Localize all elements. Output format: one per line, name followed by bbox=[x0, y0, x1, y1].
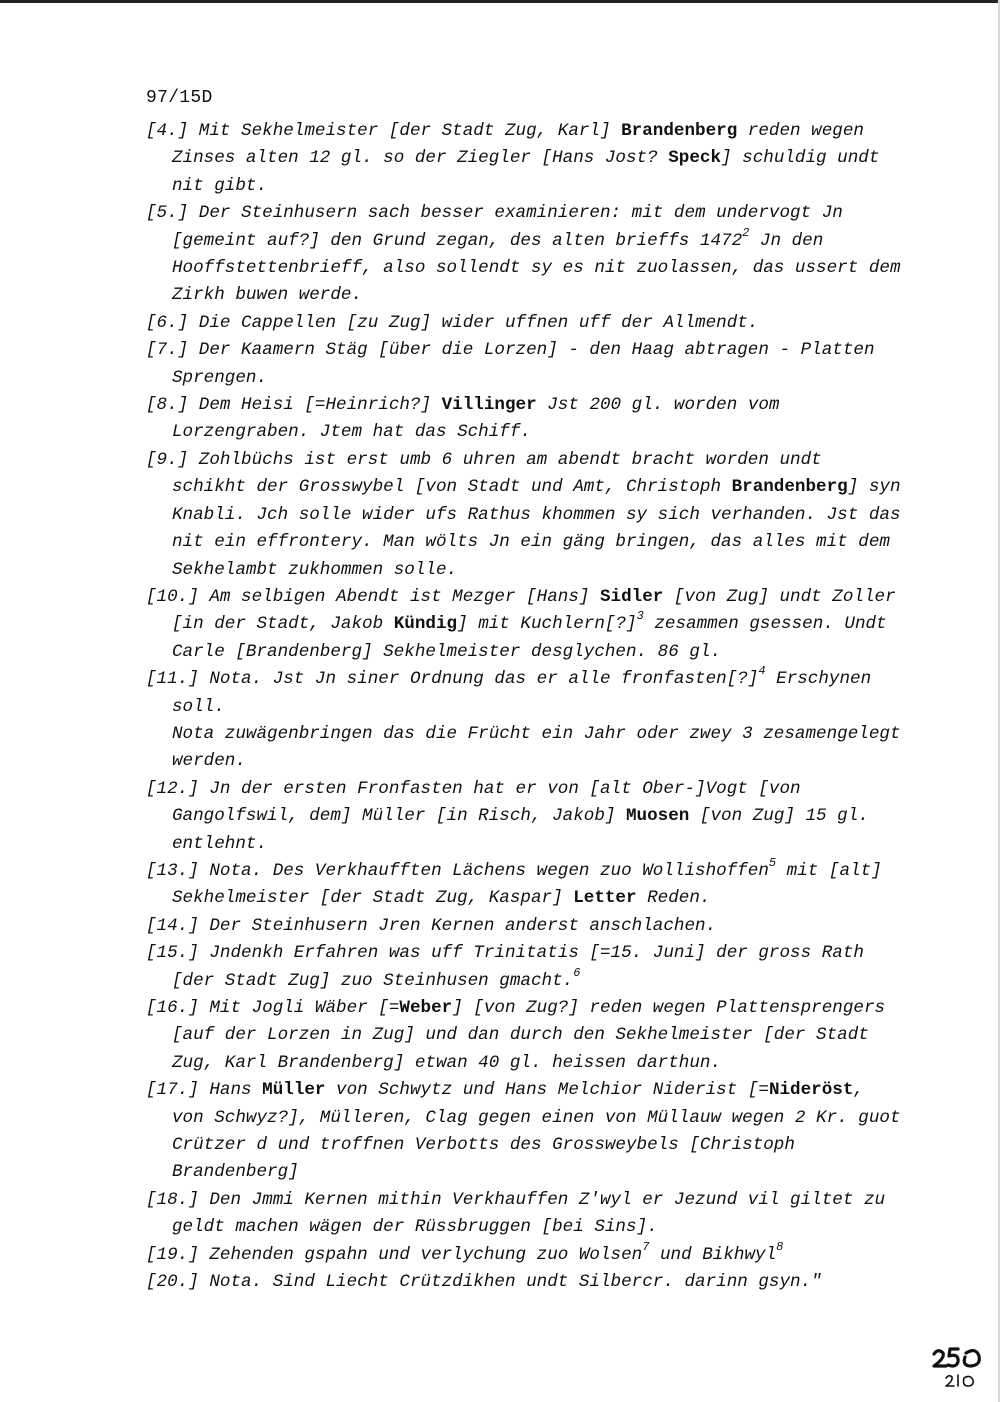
entry-paragraph: [7.] Der Kaamern Stäg [über die Lorzen] - den Haag abtragen - Platten Sprengen. bbox=[146, 340, 875, 388]
entry-paragraph: [5.] Der Steinhusern sach besser examinieren: mit dem undervogt Jn [gemeint auf?] den Grund zegan, des alten brieffs 1472$^2$ Jn den Hooffstettenbrieff, also sollendt sy es nit zuolassen, das ussert dem Zirkh buwen werde. bbox=[146, 203, 901, 306]
scan-top-border bbox=[0, 0, 1000, 3]
entry-paragraph: [19.] Zehenden gspahn und verlychung zuo Wolsen$^7$ und Bikhwyl$^8$ bbox=[146, 1239, 784, 1265]
entry-paragraph: [15.] Jndenkh Erfahren was uff Trinitatis [=15. Juni] der gross Rath [der Stadt Zug] zuo Steinhusen gmacht.$^6$ bbox=[146, 943, 864, 991]
entry-paragraph: [14.] Der Steinhusern Jren Kernen anderst anschlachen. bbox=[146, 915, 717, 936]
handwritten-page-number bbox=[924, 1340, 988, 1390]
entry-paragraph: [8.] Dem Heisi [=Heinrich?] Villinger Jst 200 gl. worden vom Lorzengraben. Jtem hat das Schiff. bbox=[146, 395, 780, 443]
entry-paragraph: [20.] Nota. Sind Liecht Crützdikhen undt Silbercr. darinn gsyn." bbox=[146, 1272, 822, 1293]
entry-paragraph: [6.] Die Cappellen [zu Zug] wider uffnen uff der Allmendt. bbox=[146, 312, 759, 333]
entry-paragraph: [12.] Jn der ersten Fronfasten hat er von [alt Ober-]Vogt [von Gangolfswil, dem] Müller [in Risch, Jakob] Muosen [von Zug] 15 gl. entlehnt. bbox=[146, 778, 869, 854]
entry-paragraph: [10.] Am selbigen Abendt ist Mezger [Hans] Sidler [von Zug] undt Zoller [in der Stadt, Jakob Kündig] mit Kuchlern[?]$^3$ zesammen gsessen. Undt Carle [Brandenberg] Sekhelmeister desglychen. 86 gl. bbox=[146, 586, 896, 662]
entry-paragraph: [16.] Mit Jogli Wäber [=Weber] [von Zug?] reden wegen Plattensprengers [auf der Lorzen in Zug] und dan durch den Sekhelmeister [der Stadt Zug, Karl Brandenberg] etwan 40 gl. heissen darthun. bbox=[146, 998, 886, 1073]
entry-paragraph: [11.] Nota. Jst Jn siner Ordnung das er alle fronfasten[?]$^4$ Erschynen soll. bbox=[146, 664, 872, 717]
entry-paragraph: [9.] Zohlbüchs ist erst umb 6 uhren am abendt bracht worden undt schikht der Grosswybel [von Stadt und Amt, Christoph Brandenberg] syn Knabli. Jch solle wider ufs Rathus khommen sy sich verhanden. Jst das nit ein effrontery. Man wölts Jn ein gäng bringen, das alles mit dem Sekhelambt zukhommen solle. bbox=[146, 449, 901, 580]
entry-paragraph: [4.] Mit Sekhelmeister [der Stadt Zug, Karl] Brandenberg reden wegen Zinses alten 12 gl. so der Ziegler [Hans Jost? Speck] schuldig undt nit gibt. bbox=[146, 121, 880, 196]
entry-paragraph: [13.] Nota. Des Verkhaufften Lächens wegen zuo Wollishoffen$^5$ mit [alt] Sekhelmeister [der Stadt Zug, Kaspar] Letter Reden. bbox=[146, 856, 882, 909]
entry-paragraph: Nota zuwägenbringen das die Frücht ein Jahr oder zwey 3 zesamengelegt werden. bbox=[172, 723, 901, 772]
document-id: 97/15D bbox=[146, 88, 213, 108]
entry-paragraph: [18.] Den Jmmi Kernen mithin Verkhauffen Z'wyl er Jezund vil giltet zu geldt machen wägen der Rüssbruggen [bei Sins]. bbox=[146, 1189, 886, 1238]
transcription-entries bbox=[146, 118, 906, 1296]
entry-paragraph: [17.] Hans Müller von Schwytz und Hans Melchior Niderist [=Nideröst, von Schwyz?], Mülleren, Clag gegen einen von Müllauw wegen 2 Kr. guot Crützer d und troffnen Verbotts des Grossweybels [Christoph Brandenberg] bbox=[146, 1080, 901, 1183]
